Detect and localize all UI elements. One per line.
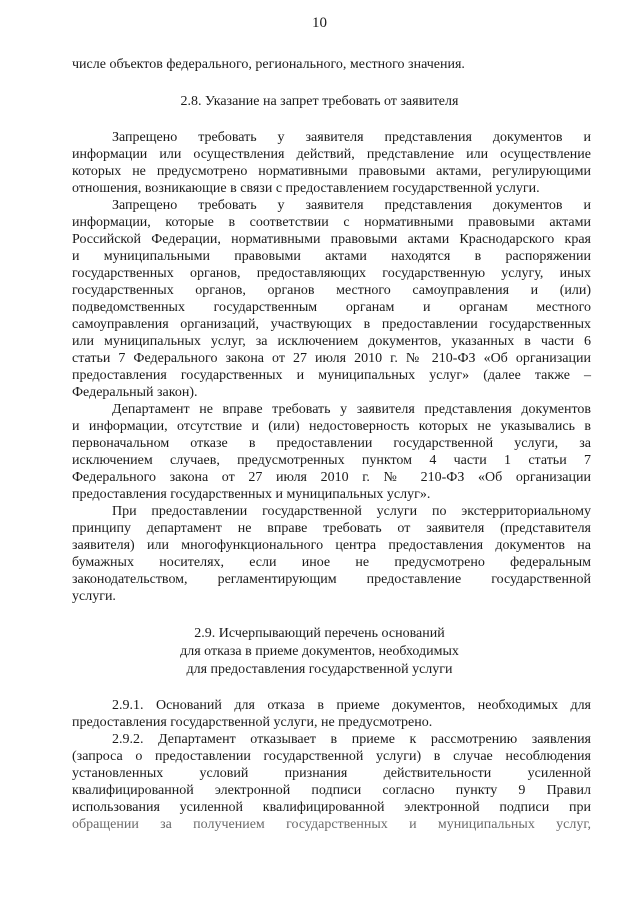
text-line: информации, которые в соответствии с нормативными правовыми актами <box>72 215 591 230</box>
text-line: предоставления государственных и муниципальных услуг». <box>72 487 431 502</box>
text-line: 2.9.2. Департамент отказывает в приеме к рассмотрению заявления <box>112 732 591 747</box>
text-line: первоначальном отказе в предоставлении государственной услуги, за <box>72 436 591 451</box>
text-line: обращении за получением государственных и муниципальных услуг, <box>72 817 591 832</box>
heading-line: 2.9. Исчерпывающий перечень оснований <box>194 626 445 641</box>
text-line: услуги. <box>72 589 116 604</box>
text-line: заявителя) или многофункционального центра предоставления документов на <box>72 538 591 553</box>
text-line: самоуправления организаций, участвующих в предоставлении государственных <box>72 317 591 332</box>
text-line: отношения, возникающие в связи с предоставлением государственной услуги. <box>72 181 540 196</box>
continued-line: числе объектов федерального, регионального, местного значения. <box>72 57 465 72</box>
text-line: Российской Федерации, нормативными правовыми актами Краснодарского края <box>72 232 591 247</box>
text-line: При предоставлении государственной услуги по экстерриториальному <box>112 504 591 519</box>
text-line: Федеральный закон). <box>72 385 198 400</box>
heading-line: для предоставления государственной услуги <box>186 662 453 677</box>
text-line: государственных органов, предоставляющих государственную услугу, иных <box>72 266 591 281</box>
text-line: или муниципальных услуг, за исключением документов, указанных в части 6 <box>72 334 591 349</box>
text-line: и муниципальными правовыми актами находятся в распоряжении <box>72 249 591 264</box>
text-line: Департамент не вправе требовать у заявителя представления документов <box>112 402 591 417</box>
text-line: статьи 7 Федерального закона от 27 июля 2010 г. № 210-ФЗ «Об организации <box>72 351 591 366</box>
text-line: бумажных носителях, если иное не предусмотрено федеральным <box>72 555 591 570</box>
text-line: Федерального закона от 27 июля 2010 г. № 210-ФЗ «Об организации <box>72 470 591 485</box>
text-line: и информации, отсутствие и (или) недостоверность которых не указывались в <box>72 419 591 434</box>
text-line: предоставления государственной услуги, не предусмотрено. <box>72 715 433 730</box>
text-line: информации или осуществления действий, представление или осуществление <box>72 147 591 162</box>
text-line: Запрещено требовать у заявителя представления документов и <box>112 130 591 145</box>
text-line: предоставления государственных и муниципальных услуг» (далее также – <box>72 368 591 383</box>
text-line: принципу департамент не вправе требовать от заявителя (представителя <box>72 521 591 536</box>
text-line: использования усиленной квалифицированной электронной подписи при <box>72 800 591 815</box>
text-line: квалифицированной электронной подписи согласно пункту 9 Правил <box>72 783 591 798</box>
text-line: установленных условий признания действительности усиленной <box>72 766 591 781</box>
text-line: подведомственных государственным органам и органам местного <box>72 300 591 315</box>
text-line: Запрещено требовать у заявителя представления документов и <box>112 198 591 213</box>
text-line: государственных органов, органов местного самоуправления и (или) <box>72 283 591 298</box>
section-2-8-heading: 2.8. Указание на запрет требовать от заявителя <box>180 94 459 109</box>
page-number: 10 <box>312 15 327 31</box>
text-line: исключением случаев, предусмотренных пунктом 4 части 1 статьи 7 <box>72 453 591 468</box>
text-line: 2.9.1. Оснований для отказа в приеме документов, необходимых для <box>112 698 591 713</box>
text-line: законодательством, регламентирующим предоставление государственной <box>72 572 591 587</box>
heading-line: для отказа в приеме документов, необходимых <box>180 644 459 659</box>
text-line: которых не предусмотрено нормативными правовыми актами, регулирующими <box>72 164 591 179</box>
text-line: (запроса о предоставлении государственной услуги) в случае несоблюдения <box>72 749 591 764</box>
